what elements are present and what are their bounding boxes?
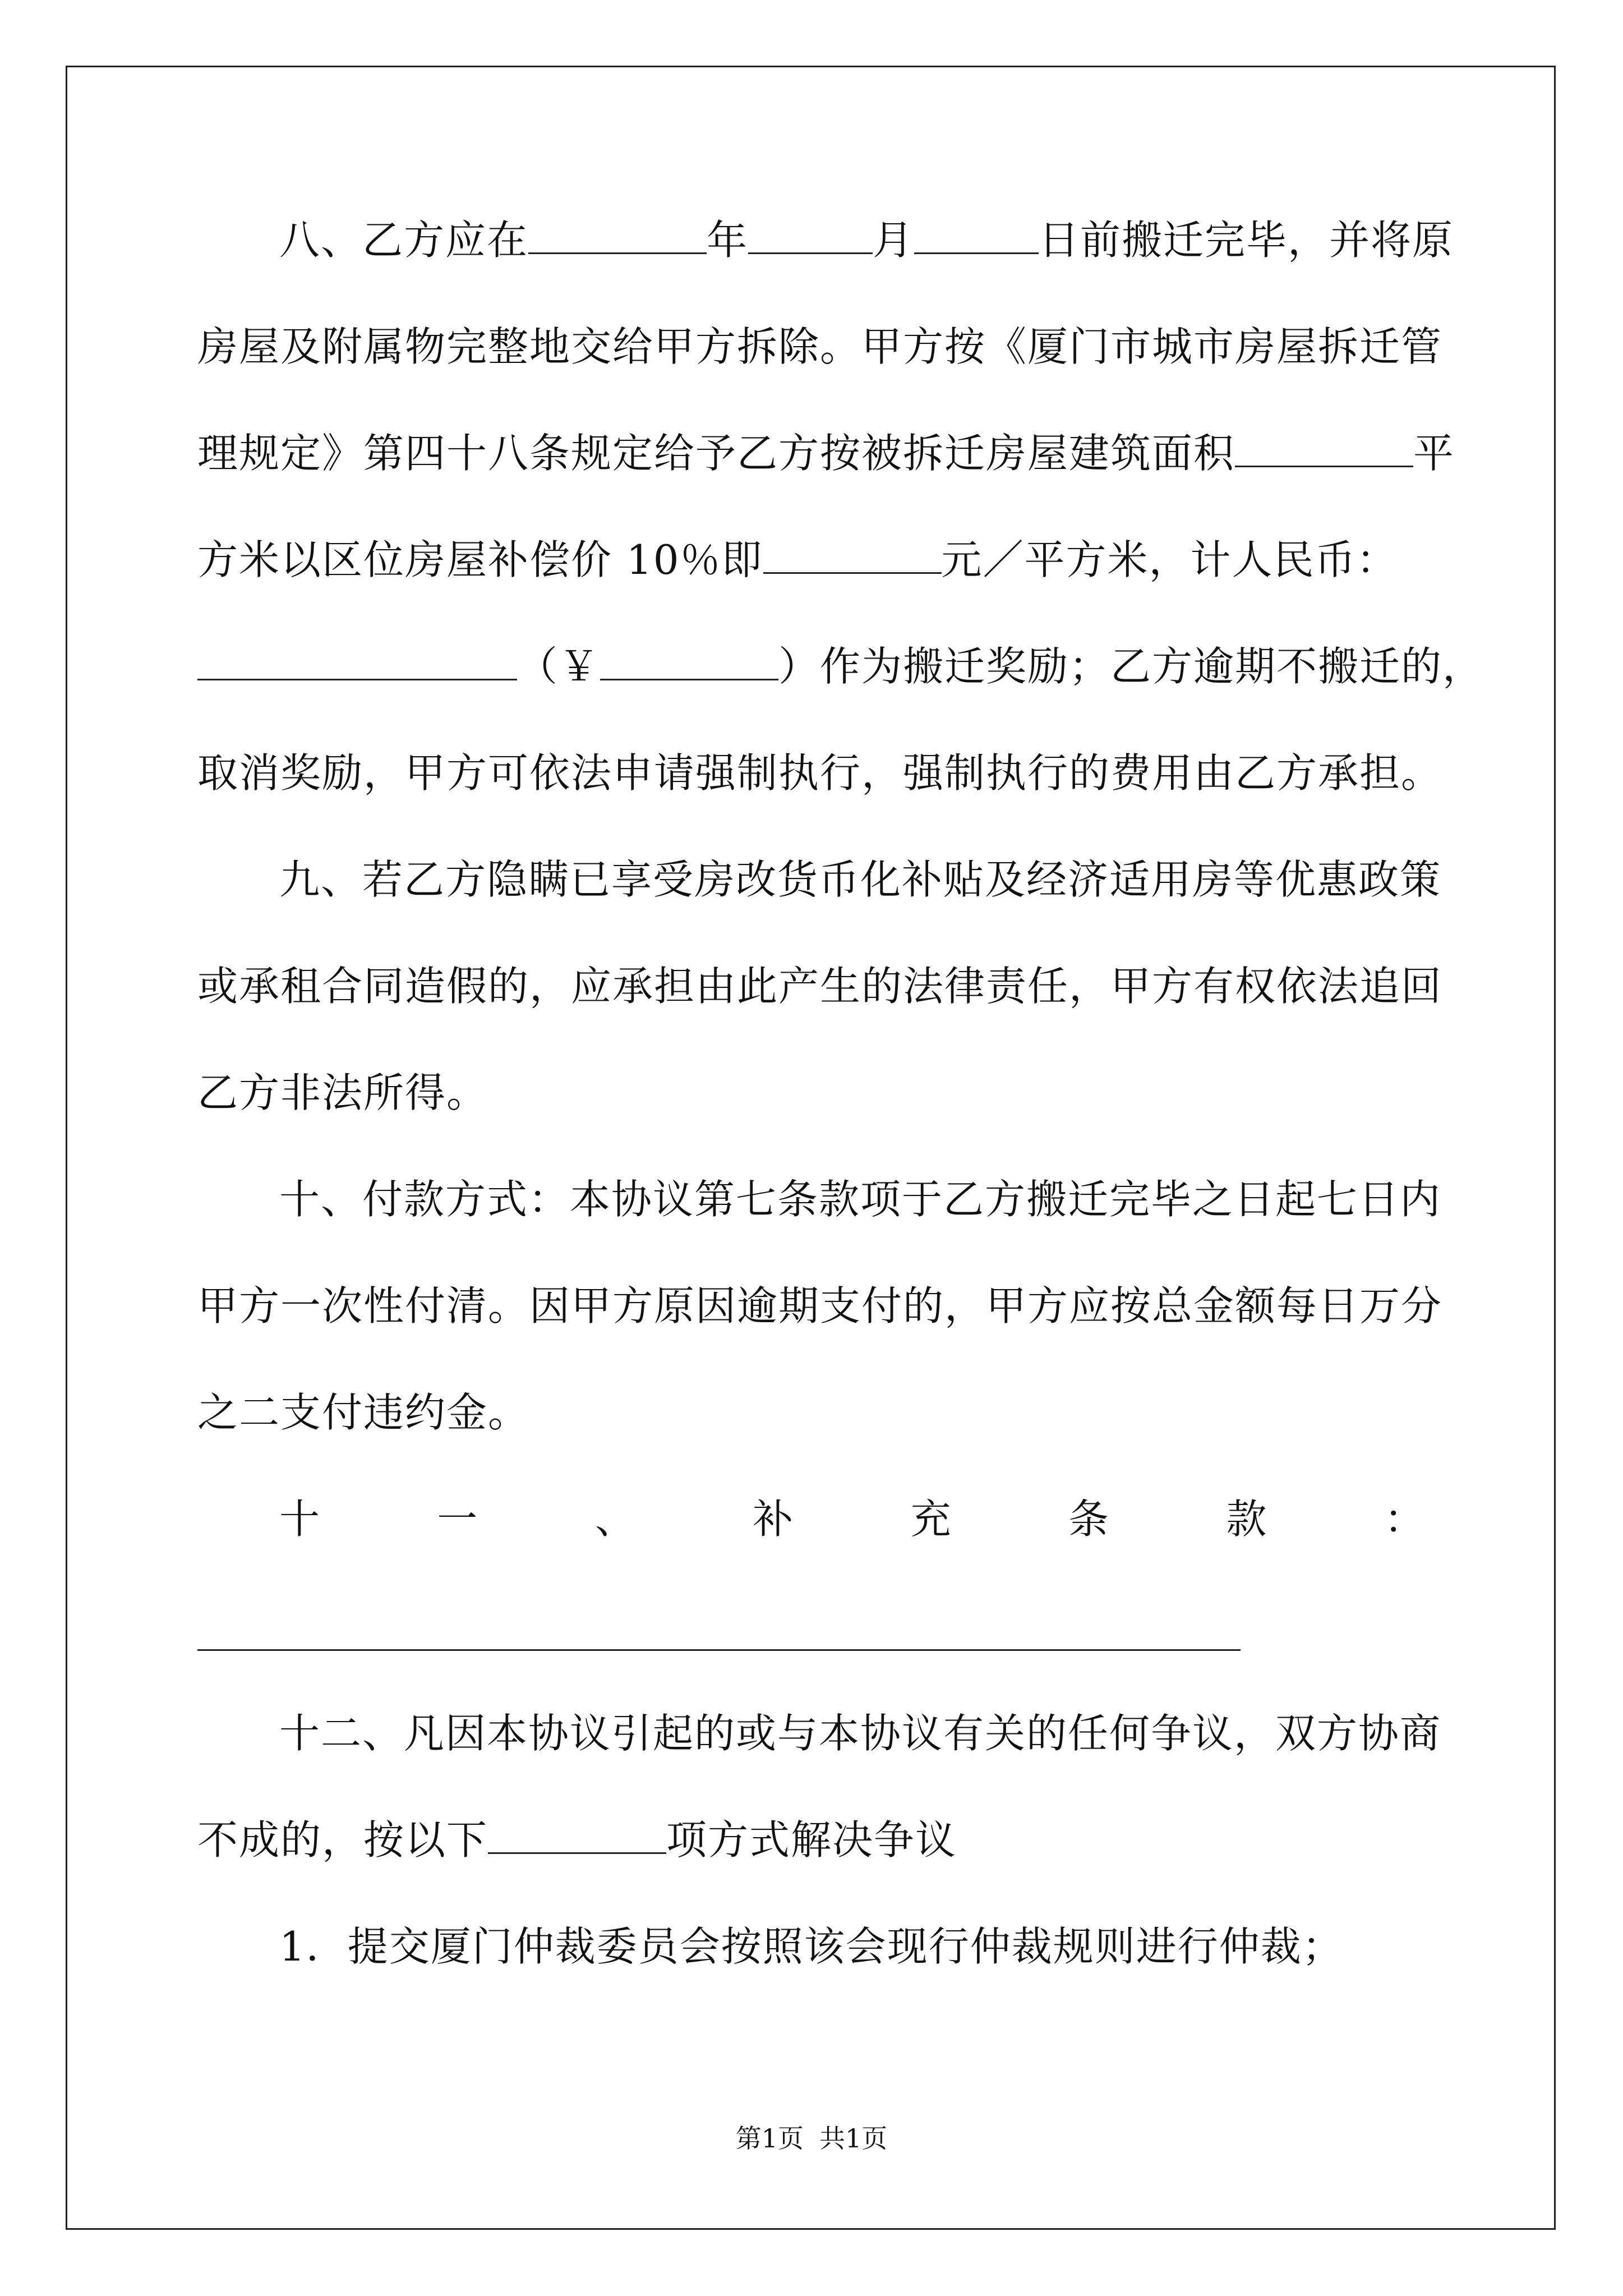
clause-8-line-4 <box>197 533 1398 587</box>
clause-9-line-3: 乙方非法所得。 <box>197 1069 488 1116</box>
clause-12-text: 不成的，按以下 <box>197 1816 488 1864</box>
year-label: 年 <box>707 217 749 264</box>
blank-area[interactable] <box>1235 426 1413 467</box>
blank-year[interactable] <box>528 213 707 254</box>
clause-8-line-5 <box>197 639 1484 693</box>
clause-8-text: 理规定》第四十八条规定给予乙方按被拆迁房屋建筑面积 <box>197 430 1235 477</box>
clause-8-line-6: 取消奖励，甲方可依法申请强制执行，强制执行的费用由乙方承担。 <box>197 749 1443 797</box>
page-number: 第1页 <box>735 2123 804 2154</box>
blank-unit-price[interactable] <box>763 533 942 574</box>
clause-8-text: 方米以区位房屋补偿价 10％即 <box>197 536 763 583</box>
clause-8-line-1 <box>279 213 1454 267</box>
clause-10-line-1: 十、付款方式：本协议第七条款项于乙方搬迁完毕之日起七日内 <box>279 1176 1442 1223</box>
clause-8-text: 八、乙方应在 <box>279 217 529 264</box>
clause-8-text: （￥ <box>517 643 601 690</box>
clause-8-text: 平 <box>1413 430 1455 477</box>
clause-11-heading: 十一、补充条款： <box>279 1496 1426 1543</box>
page-total: 共1页 <box>819 2123 888 2154</box>
clause-12-text: 项方式解决争议 <box>666 1816 957 1864</box>
month-label: 月 <box>873 217 915 264</box>
page-footer <box>0 2122 1623 2155</box>
clause-8-text: 日前搬迁完毕，并将原 <box>1039 217 1454 264</box>
blank-amount-words[interactable] <box>197 639 517 680</box>
clause-9-line-2: 或承租合同造假的，应承担由此产生的法律责任，甲方有权依法追回 <box>197 963 1443 1010</box>
clause-8-text: 元／平方米，计人民币： <box>941 536 1398 583</box>
clause-9-line-1: 九、若乙方隐瞒已享受房改货币化补贴及经济适用房等优惠政策 <box>279 856 1442 903</box>
clause-10-line-3: 之二支付违约金。 <box>197 1389 530 1436</box>
page-frame <box>66 66 1556 2230</box>
blank-day[interactable] <box>914 213 1039 254</box>
dispute-option-1: 1．提交厦门仲裁委员会按照该会现行仲裁规则进行仲裁； <box>279 1923 1344 1970</box>
blank-dispute-option[interactable] <box>488 1813 666 1854</box>
clause-10-line-2: 甲方一次性付清。因甲方原因逾期支付的，甲方应按总金额每日万分 <box>197 1282 1443 1329</box>
blank-supplementary-terms[interactable] <box>197 1649 1241 1651</box>
clause-8-line-2: 房屋及附属物完整地交给甲方拆除。甲方按《厦门市城市房屋拆迁管 <box>197 323 1443 370</box>
clause-12-line-1: 十二、凡因本协议引起的或与本协议有关的任何争议，双方协商 <box>279 1710 1442 1757</box>
clause-8-text: ）作为搬迁奖励；乙方逾期不搬迁的， <box>778 643 1484 690</box>
blank-month[interactable] <box>748 213 873 254</box>
clause-12-line-2 <box>197 1813 957 1867</box>
blank-amount-figures[interactable] <box>600 639 778 680</box>
clause-8-line-3 <box>197 426 1455 480</box>
